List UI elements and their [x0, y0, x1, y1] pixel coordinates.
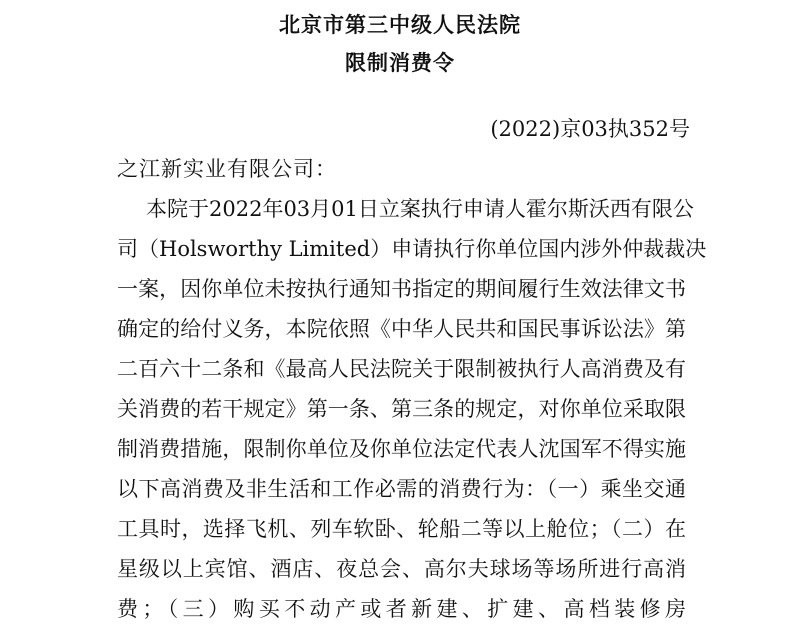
body-line: 费；（三）购买不动产或者新建、扩建、高档装修房	[117, 597, 686, 621]
body-line: 司（Holsworthy Limited）申请执行你单位国内涉外仲裁裁决	[117, 237, 707, 261]
body-line: 制消费措施，限制你单位及你单位法定代表人沈国军不得实施	[117, 437, 686, 461]
body-line: 本院于2022年03月01日立案执行申请人霍尔斯沃西有限公	[146, 197, 694, 221]
body-line: 一案，因你单位未按执行通知书指定的期间履行生效法律文书	[117, 277, 686, 301]
body-line: 关消费的若干规定》第一条、第三条的规定，对你单位采取限	[117, 397, 686, 421]
case-number: (2022)京03执352号	[490, 117, 690, 141]
body-line: 确定的给付义务，本院依照《中华人民共和国民事诉讼法》第	[117, 317, 686, 341]
body-line: 以下高消费及非生活和工作必需的消费行为：（一）乘坐交通	[117, 477, 686, 501]
body-line: 工具时，选择飞机、列车软卧、轮船二等以上舱位；（二）在	[117, 517, 686, 541]
body-paragraph	[117, 194, 707, 634]
body-line: 二百六十二条和《最高人民法院关于限制被执行人高消费及有	[117, 357, 686, 381]
court-name: 北京市第三中级人民法院	[279, 13, 521, 37]
body-line: 星级以上宾馆、酒店、夜总会、高尔夫球场等场所进行高消	[117, 557, 686, 581]
document-title: 限制消费令	[345, 51, 455, 75]
addressee: 之江新实业有限公司：	[117, 157, 337, 181]
